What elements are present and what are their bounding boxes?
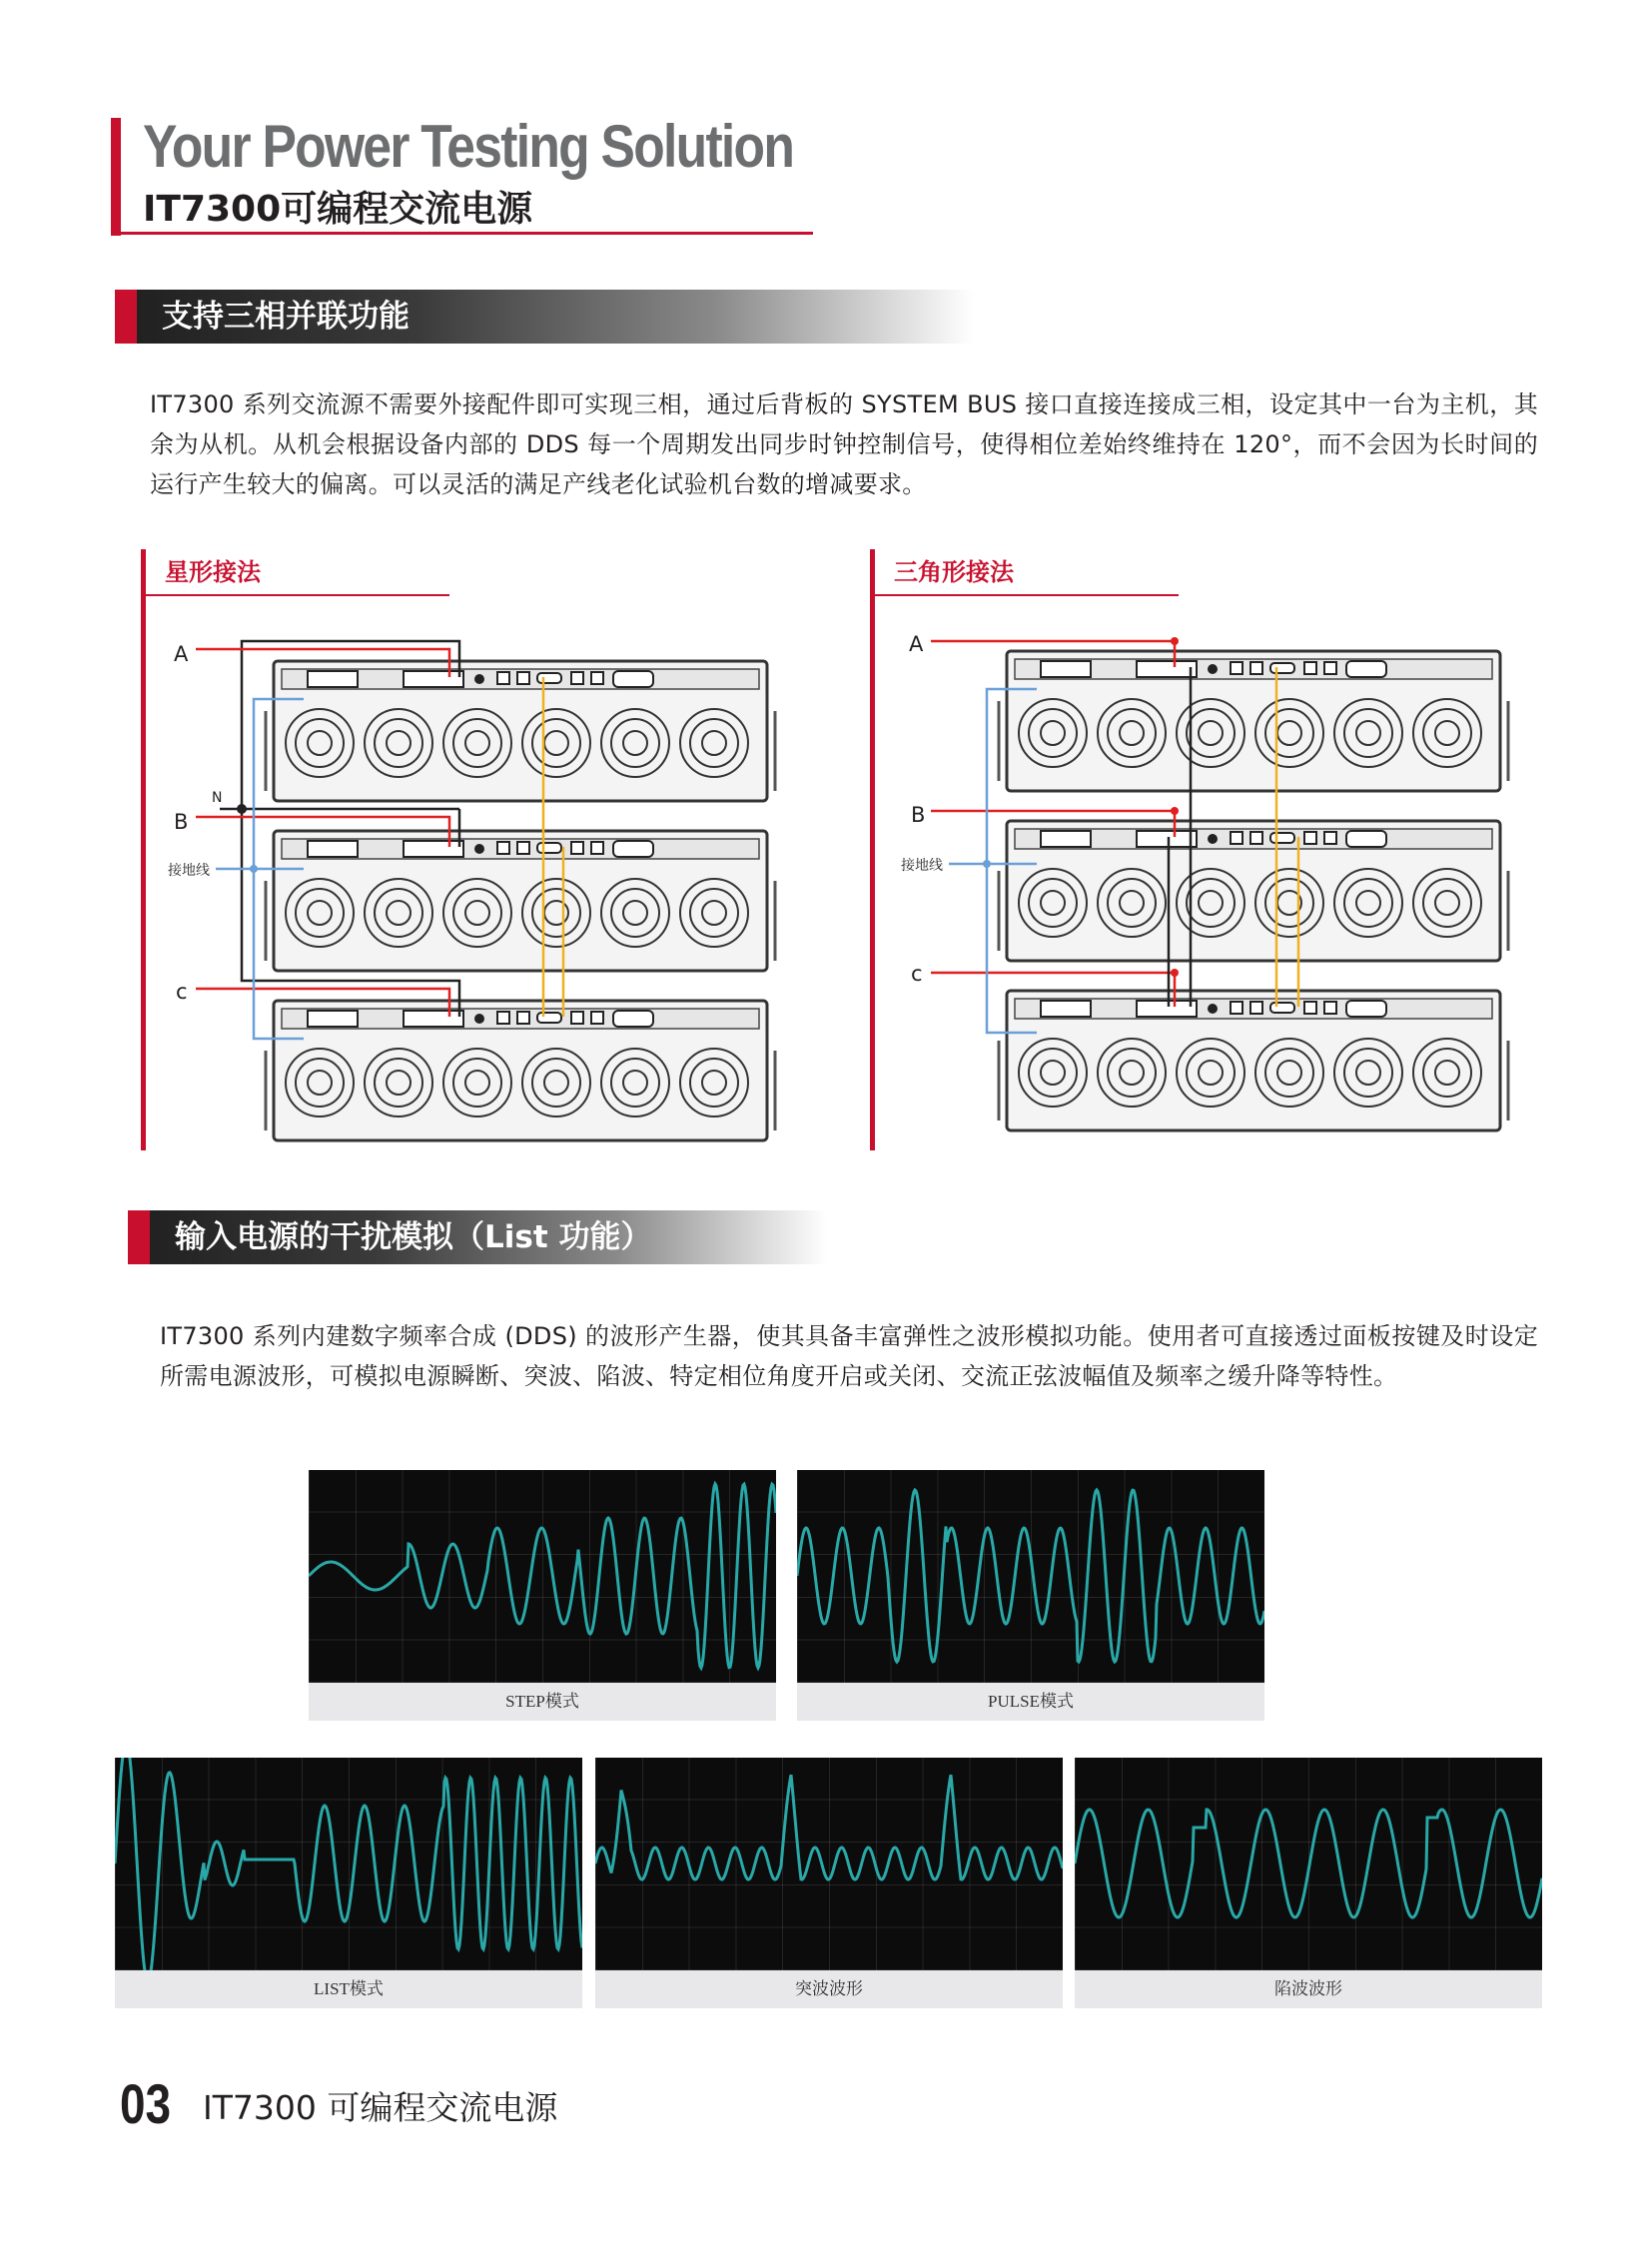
caption-pulse: PULSE模式 — [797, 1683, 1264, 1721]
header-rule — [111, 232, 813, 235]
section2-body: IT7300 系列内建数字频率合成 (DDS) 的波形产生器，使其具备丰富弹性之波形模拟功能。使用者可直接透过面板按键及时设定所需电源波形，可模拟电源瞬断、突波、陷波、特定相位角度开启或关闭、交流正弦波幅值及频率之缓升降等特性。 — [160, 1322, 1538, 1390]
scope-surge — [595, 1758, 1063, 2008]
page-number: 03 — [120, 2072, 172, 2135]
section2-banner-accent — [128, 1210, 150, 1264]
scope-pulse — [797, 1470, 1264, 1721]
star-connection-diagram — [150, 619, 799, 1158]
star-panel-title: 星形接法 — [165, 558, 261, 586]
waveform-surge-plot — [595, 1758, 1063, 1970]
caption-surge: 突波波形 — [595, 1970, 1063, 2008]
scope-list — [115, 1758, 582, 2008]
delta-label-c: c — [911, 962, 923, 986]
header-title-cn: IT7300可编程交流电源 — [143, 189, 533, 230]
scope-notch — [1075, 1758, 1542, 2008]
header-title-en: Your Power Testing Solution — [143, 113, 794, 180]
waveform-list-plot — [115, 1758, 582, 1970]
caption-list: LIST模式 — [115, 1970, 582, 2008]
star-label-ground: 接地线 — [168, 863, 210, 879]
delta-connection-diagram — [879, 609, 1528, 1148]
section2-heading: 输入电源的干扰模拟（List 功能） — [175, 1219, 652, 1255]
star-label-b: B — [174, 810, 189, 834]
scope-step — [309, 1470, 776, 1721]
caption-step: STEP模式 — [309, 1683, 776, 1721]
delta-panel-line — [870, 549, 875, 1150]
star-label-n: N — [212, 790, 223, 806]
section1-banner-accent — [115, 290, 137, 344]
waveform-notch-plot — [1075, 1758, 1542, 1970]
footer-title: IT7300 可编程交流电源 — [203, 2088, 558, 2127]
star-label-a: A — [174, 642, 189, 666]
waveform-step-plot — [309, 1470, 776, 1683]
delta-label-a: A — [909, 632, 924, 656]
waveform-pulse-plot — [797, 1470, 1264, 1683]
delta-label-ground: 接地线 — [901, 858, 943, 874]
section1-heading: 支持三相并联功能 — [162, 299, 410, 335]
star-label-c: c — [176, 980, 188, 1004]
delta-label-b: B — [911, 803, 926, 827]
delta-panel-title: 三角形接法 — [894, 558, 1014, 586]
caption-notch: 陷波波形 — [1075, 1970, 1542, 2008]
section1-body: IT7300 系列交流源不需要外接配件即可实现三相，通过后背板的 SYSTEM BUS 接口直接连接成三相，设定其中一台为主机，其余为从机。从机会根据设备内部的 DDS 每一个周期发出同步时钟控制信号，使得相位差始终维持在 120°，而不会因为长时间的运行产生较大的偏离。可以灵活的满足产线老化试验机台数的增减要求。 — [150, 390, 1538, 498]
delta-panel-rule — [875, 594, 1179, 596]
star-panel-rule — [146, 594, 449, 596]
star-panel-line — [141, 549, 146, 1150]
header-accent-bar — [111, 118, 121, 236]
